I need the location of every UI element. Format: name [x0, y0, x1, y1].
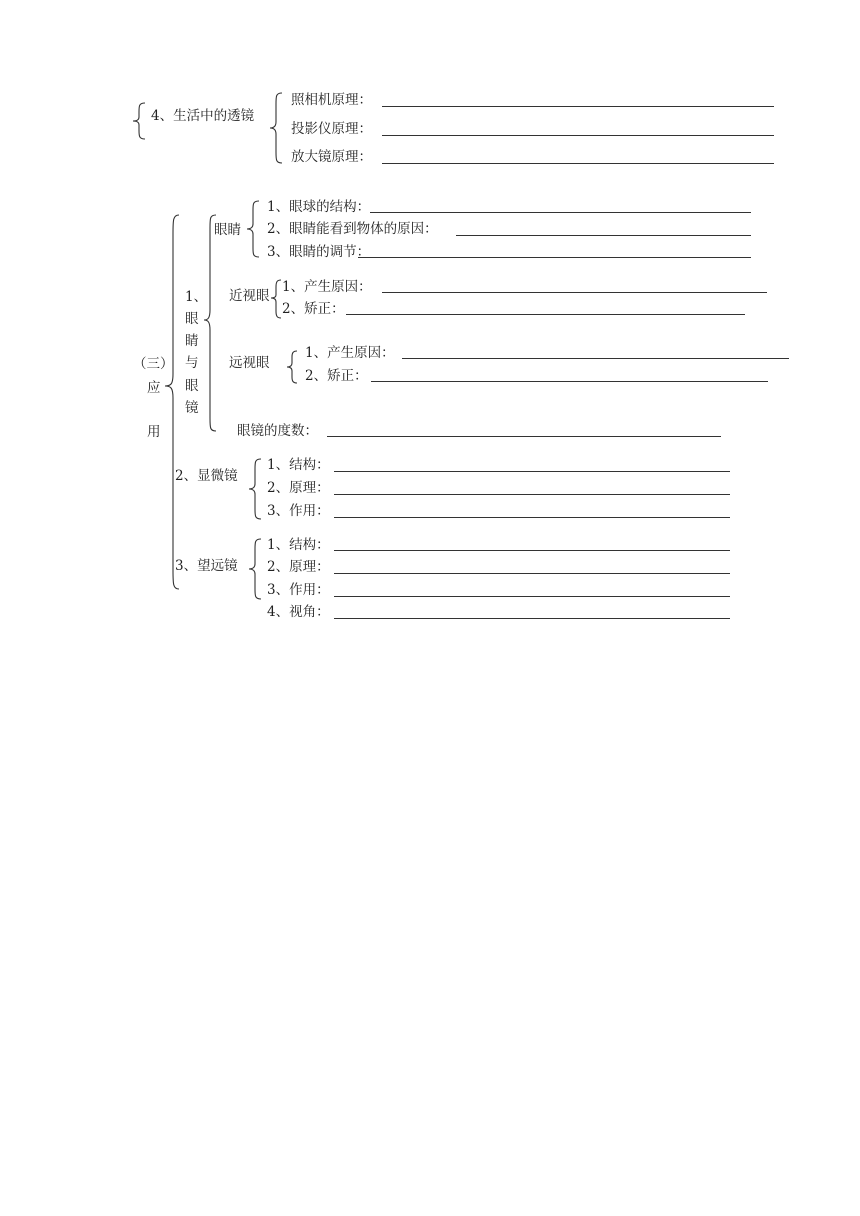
eye-glasses-label-char-5: 镜 — [185, 400, 199, 416]
application-label-number: （三） — [133, 356, 174, 372]
camera-principle-blank — [382, 106, 774, 107]
microscope-function-blank — [334, 517, 730, 518]
magnifier-principle-label: 放大镜原理： — [291, 149, 372, 165]
hyperopia-cause-blank — [402, 358, 789, 359]
microscope-brace — [247, 458, 263, 520]
hyperopia-cause-label: 1、产生原因： — [305, 345, 395, 361]
eye-brace — [245, 200, 261, 258]
eye-glasses-brace — [202, 214, 218, 432]
myopia-label: 近视眼 — [229, 288, 270, 304]
section4-inner-brace — [268, 92, 284, 164]
microscope-function-label: 3、作用： — [267, 503, 330, 519]
myopia-cause-label: 1、产生原因： — [282, 279, 372, 295]
magnifier-principle-blank — [382, 163, 774, 164]
section4-outer-brace — [131, 102, 147, 140]
eye-see-reason-label: 2、眼睛能看到物体的原因： — [267, 221, 438, 237]
hyperopia-correction-label: 2、矫正： — [305, 368, 368, 384]
eye-adjust-label: 3、眼睛的调节： — [267, 244, 371, 260]
myopia-correction-blank — [346, 314, 745, 315]
hyperopia-correction-blank — [371, 381, 768, 382]
telescope-brace — [247, 538, 263, 600]
eye-glasses-label-char-2: 睛 — [185, 333, 199, 349]
eye-glasses-label-number: 1、 — [185, 289, 208, 305]
camera-principle-label: 照相机原理： — [291, 92, 372, 108]
telescope-structure-label: 1、结构： — [267, 537, 330, 553]
telescope-label: 3、望远镜 — [175, 558, 238, 574]
eyeball-structure-label: 1、眼球的结构： — [267, 199, 371, 215]
projector-principle-blank — [382, 135, 774, 136]
microscope-structure-blank — [334, 471, 730, 472]
telescope-view-angle-label: 4、视角： — [267, 604, 330, 620]
myopia-brace — [270, 279, 282, 319]
microscope-principle-label: 2、原理： — [267, 480, 330, 496]
eye-see-reason-blank — [456, 235, 751, 236]
eye-glasses-label-char-1: 眼 — [185, 311, 199, 327]
glasses-degree-label: 眼镜的度数： — [237, 423, 318, 439]
telescope-structure-blank — [334, 550, 730, 551]
eye-adjust-blank — [358, 257, 751, 258]
eye-glasses-label-char-3: 与 — [185, 355, 199, 371]
telescope-view-angle-blank — [334, 618, 730, 619]
microscope-label: 2、显微镜 — [175, 468, 238, 484]
microscope-structure-label: 1、结构： — [267, 457, 330, 473]
telescope-function-label: 3、作用： — [267, 582, 330, 598]
application-main-brace — [163, 214, 181, 590]
projector-principle-label: 投影仪原理： — [291, 121, 372, 137]
hyperopia-label: 远视眼 — [229, 355, 270, 371]
microscope-principle-blank — [334, 494, 730, 495]
application-label-char-1: 应 — [147, 380, 161, 396]
eyeball-structure-blank — [370, 212, 751, 213]
application-label-char-2: 用 — [147, 424, 161, 440]
section4-title: 4、生活中的透镜 — [151, 108, 255, 124]
glasses-degree-blank — [327, 436, 721, 437]
telescope-principle-blank — [334, 573, 730, 574]
myopia-correction-label: 2、矫正： — [282, 301, 345, 317]
myopia-cause-blank — [382, 292, 767, 293]
telescope-principle-label: 2、原理： — [267, 559, 330, 575]
eye-glasses-label-char-4: 眼 — [185, 378, 199, 394]
hyperopia-brace — [285, 350, 299, 384]
eye-label: 眼睛 — [214, 222, 241, 238]
telescope-function-blank — [334, 596, 730, 597]
